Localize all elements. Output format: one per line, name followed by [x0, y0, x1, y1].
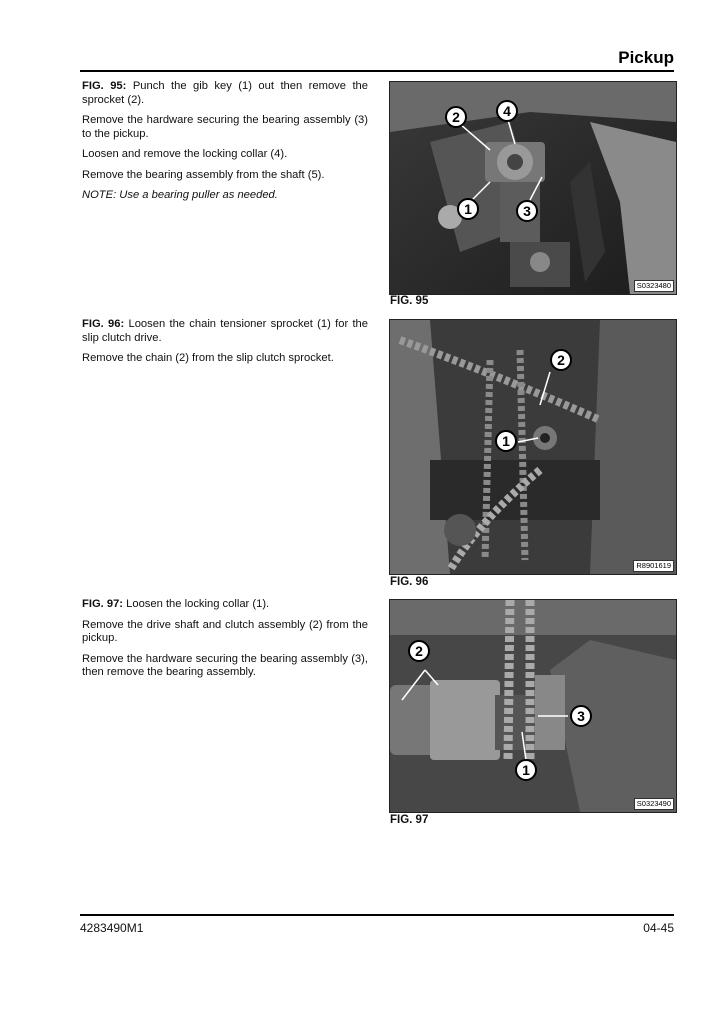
fig97-photo — [389, 599, 677, 813]
fig96-callout-2: 2 — [550, 349, 572, 371]
footer-divider — [80, 914, 674, 916]
fig96-photo — [389, 319, 677, 575]
fig97-lead: FIG. 97: — [82, 598, 124, 610]
fig97-instructions — [82, 598, 368, 687]
fig95-callout-1: 1 — [457, 198, 479, 220]
fig96-instructions — [82, 318, 368, 373]
fig97-step-1 — [82, 598, 368, 612]
fig97-step-2: Remove the drive shaft and clutch assembly (2) from the pickup. — [82, 618, 368, 644]
part-number: 4283490M1 — [80, 921, 144, 935]
fig97-callout-3: 3 — [570, 705, 592, 727]
fig97-step-3: Remove the hardware securing the bearing assembly (3), then remove the bearing assembly. — [82, 652, 368, 678]
fig95-step-4: Remove the bearing assembly from the shaft (5). — [82, 168, 325, 181]
fig95-photo-graphic — [390, 82, 676, 294]
fig96-photo-graphic — [390, 320, 676, 574]
fig95-step-3: Loosen and remove the locking collar (4). — [82, 148, 288, 160]
fig95-lead: FIG. 95: — [82, 80, 127, 92]
fig95-image-code: S0323480 — [634, 280, 674, 292]
fig96-step-1-text: Loosen the chain tensioner sprocket (1) for the slip clutch drive. — [82, 318, 369, 344]
fig97-photo-graphic — [390, 600, 676, 812]
fig95-photo — [389, 81, 677, 295]
fig97-step-1-text: Loosen the locking collar (1). — [123, 598, 270, 610]
fig96-callout-1: 1 — [495, 430, 517, 452]
fig97-image-code: S0323490 — [634, 798, 674, 810]
fig95-callout-4: 4 — [496, 100, 518, 122]
fig97-caption: FIG. 97 — [390, 814, 429, 826]
fig96-caption: FIG. 96 — [390, 576, 429, 588]
fig95-step-2: Remove the hardware securing the bearing assembly (3) to the pickup. — [82, 114, 368, 140]
fig95-callout-2: 2 — [445, 106, 467, 128]
fig96-image-code: R8901619 — [633, 560, 674, 572]
fig96-lead: FIG. 96: — [82, 318, 125, 330]
fig96-step-2: Remove the chain (2) from the slip clutch sprocket. — [82, 352, 334, 364]
header-divider — [80, 70, 674, 72]
page-number: 04-45 — [643, 921, 674, 935]
fig95-note: NOTE: Use a bearing puller as needed. — [82, 189, 278, 201]
fig95-callout-3: 3 — [516, 200, 538, 222]
fig97-callout-2: 2 — [408, 640, 430, 662]
fig95-step-1 — [82, 80, 368, 107]
fig95-instructions — [82, 80, 368, 210]
page-title: Pickup — [618, 48, 674, 67]
fig95-step-1-text: Punch the gib key (1) out then remove the sprocket (2). — [82, 80, 368, 106]
fig95-caption: FIG. 95 — [390, 295, 429, 307]
fig97-callout-1: 1 — [515, 759, 537, 781]
fig96-step-1 — [82, 318, 368, 345]
